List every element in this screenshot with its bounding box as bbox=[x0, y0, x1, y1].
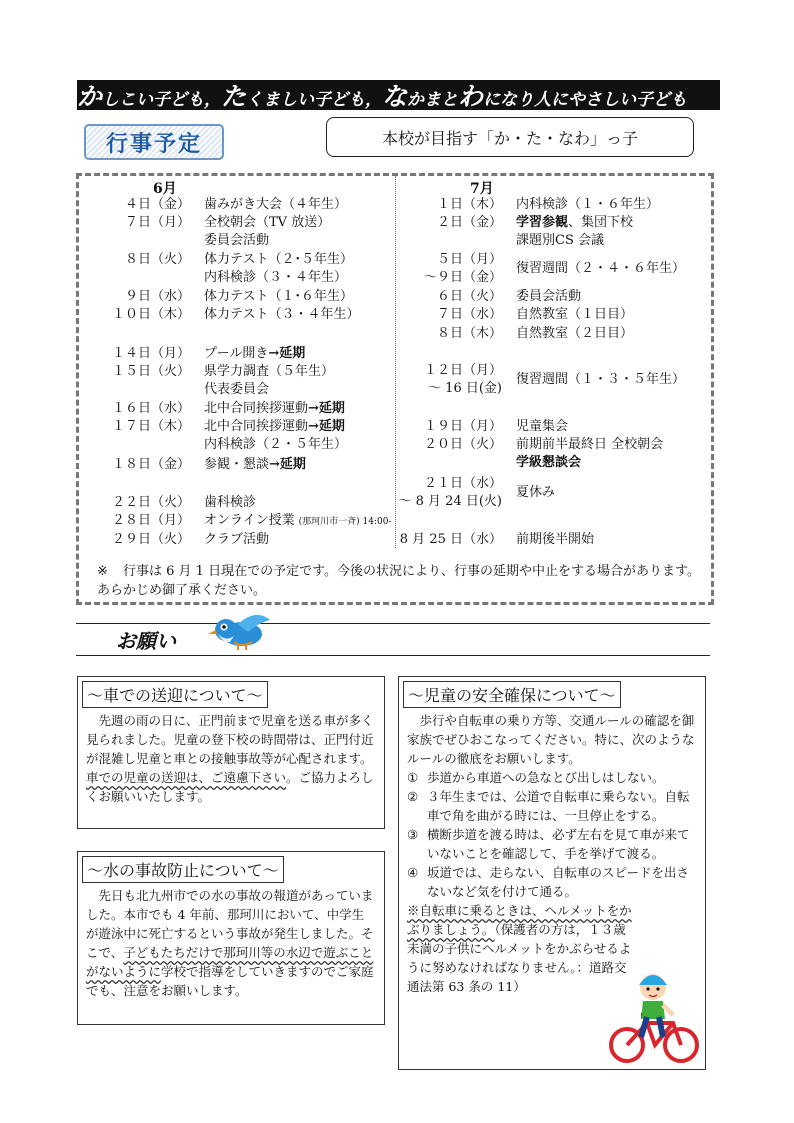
child-safety-title: ～児童の安全確保について～ bbox=[403, 681, 621, 708]
schedule-event: 北中合同挨拶運動→延期 bbox=[204, 419, 345, 434]
request-heading: お願い bbox=[116, 629, 176, 653]
safety-rule bbox=[407, 825, 697, 863]
schedule-event: 夏休み bbox=[516, 485, 556, 500]
schedule-event: 県学力調査（５年生） bbox=[204, 364, 335, 379]
rule-text: 坂道では、走らない、自転車のスピードを出さないなど気を付けて通る。 bbox=[427, 865, 690, 899]
schedule-row bbox=[396, 196, 659, 214]
schedule-event: 児童集会 bbox=[516, 419, 569, 434]
schedule-event: 前期前半最終日 全校朝会 bbox=[516, 437, 664, 452]
schedule-date: ２８日（月） bbox=[111, 513, 190, 528]
note-text: 行事は 6 月 1 日現在での予定です。今後の状況により、行事の延期や中止をする場合があります。あらかじめ御了承ください。 bbox=[97, 564, 700, 598]
schedule-event: 全校朝会（TV 放送） bbox=[204, 215, 331, 230]
schedule-date: ６日（火） bbox=[436, 289, 502, 304]
schedule-date: ４日（金） bbox=[124, 197, 190, 212]
schedule-event: 体力テスト（３・４年生） bbox=[204, 307, 360, 322]
water-body-text: 先日も北九州市での水の事故の報道があっていました。本市でも 4 年前、那珂川において、中学生が遊泳中に死亡するという事故が発生しました。そこで、 bbox=[86, 888, 374, 960]
schedule-row bbox=[84, 306, 359, 324]
postponed-label: →延期 bbox=[269, 457, 306, 472]
schedule-event: クラブ活動 bbox=[204, 532, 270, 547]
schedule-event: 復習週間（１・３・５年生） bbox=[516, 372, 686, 387]
schedule-date-end: ～ 8 月 24 日(火) bbox=[398, 494, 502, 509]
schedule-date-start: １２日（月） bbox=[423, 363, 502, 378]
safety-rule bbox=[407, 768, 697, 787]
banner-part-2: たくましい子ども， bbox=[221, 82, 383, 111]
june-heading: 6月 bbox=[153, 181, 177, 197]
schedule-row bbox=[396, 251, 685, 287]
schedule-date: ２０日（火） bbox=[423, 437, 502, 452]
schedule-date: ８日（木） bbox=[436, 326, 502, 341]
request-bottom-rule bbox=[76, 655, 710, 656]
schedule-date: ７日（水） bbox=[436, 307, 502, 322]
schedule-event: 自然教室（２日目） bbox=[516, 326, 634, 341]
rule-text: ３年生までは、公道で自転車に乗らない。自転車で角を曲がる時には、一旦停止をする。 bbox=[427, 789, 690, 823]
postponed-label: →延期 bbox=[268, 346, 306, 361]
schedule-row bbox=[84, 381, 269, 399]
child-safety-box bbox=[398, 676, 706, 1070]
schedule-row bbox=[84, 400, 345, 418]
schedule-event: 自然教室（１日目） bbox=[516, 307, 634, 322]
july-heading: 7月 bbox=[470, 181, 494, 197]
rule-text: 横断歩道を渡る時は、必ず左右を見て車が来ていないことを確認して、手を挙げて渡る。 bbox=[427, 827, 690, 861]
schedule-row bbox=[396, 475, 555, 511]
schedule-date-end: ～９日（金） bbox=[423, 270, 502, 285]
postponed-label: →延期 bbox=[308, 419, 345, 434]
banner-part-1: かしこい子ども， bbox=[77, 82, 222, 111]
schedule-date-start: ５日（月） bbox=[436, 252, 502, 267]
schedule-event: 内科検診（１・６年生） bbox=[516, 197, 660, 212]
schedule-event: 参観・懇談→延期 bbox=[204, 457, 306, 472]
schedule-date bbox=[396, 362, 516, 398]
water-body-emphasis: 子どもたちだけで那珂川等の水辺で遊ぶことがないように bbox=[86, 945, 374, 979]
helmet-reminder-emphasis: ※自転車に乗るときは、ヘルメットをかぶりましょう。 bbox=[407, 903, 632, 937]
kingfisher-bird-icon bbox=[208, 612, 274, 654]
rule-mark: ① bbox=[407, 770, 419, 785]
schedule-event: プール開き→延期 bbox=[204, 346, 306, 361]
transport-notice-title: ～車での送迎について～ bbox=[82, 681, 268, 708]
child-safety-content bbox=[407, 711, 697, 996]
transport-body-closing: 。ご協力よろしくお願いいたします。 bbox=[86, 770, 374, 804]
schedule-event: 体力テスト（２･５年生） bbox=[204, 252, 353, 267]
schedule-row bbox=[396, 288, 581, 306]
note-mark: ※ bbox=[97, 564, 108, 579]
schedule-date: ２日（金） bbox=[436, 215, 502, 230]
banner-part-3: なかまと bbox=[382, 82, 459, 111]
schedule-row bbox=[396, 232, 604, 250]
schedule-event-note: (那珂川市一斉) 14:00- bbox=[298, 517, 392, 527]
schedule-event: オンライン授業 (那珂川市一斉) 14:00- bbox=[204, 513, 392, 528]
schedule-event: 委員会活動 bbox=[516, 289, 582, 304]
transport-body-emphasis: 車での児童の送迎は、ご遠慮下さい bbox=[86, 770, 287, 785]
water-safety-title: ～水の事故防止について～ bbox=[82, 856, 284, 883]
schedule-row bbox=[396, 214, 633, 232]
helmet-reminder bbox=[407, 901, 635, 996]
schedule-date: ８日（火） bbox=[124, 252, 190, 267]
safety-rule bbox=[407, 863, 697, 901]
schedule-note bbox=[97, 562, 707, 600]
schedule-row bbox=[84, 418, 345, 436]
schedule-date: １日（木） bbox=[436, 197, 502, 212]
schedule-date bbox=[396, 251, 516, 287]
schedule-row bbox=[84, 196, 347, 214]
safety-rule bbox=[407, 787, 697, 825]
schedule-date: ９日（水） bbox=[124, 289, 190, 304]
schedule-row bbox=[84, 288, 353, 306]
schedule-event bbox=[516, 455, 581, 470]
schedule-event: 前期後半開始 bbox=[516, 532, 595, 547]
schedule-event: 歯みがき大会（４年生） bbox=[204, 197, 348, 212]
transport-notice-body bbox=[86, 711, 376, 806]
schedule-row bbox=[84, 345, 305, 363]
schedule-date: １８日（金） bbox=[111, 457, 190, 472]
schedule-row bbox=[84, 363, 334, 381]
schedule-event: 歯科検診 bbox=[204, 495, 257, 510]
schedule-row bbox=[84, 512, 392, 531]
schedule-row bbox=[396, 325, 633, 343]
safety-intro: 歩行や自転車の乗り方等、交通ルールの確認を御家族でぜひおこなってください。特に、次のようなルールの徹底をお願いします。 bbox=[407, 713, 695, 766]
school-motto-box: 本校が目指す「か・た・なわ」っ子 bbox=[326, 117, 694, 157]
schedule-row bbox=[84, 531, 269, 549]
schedule-row bbox=[396, 531, 594, 549]
schedule-row bbox=[396, 306, 633, 324]
transport-notice-box bbox=[77, 676, 385, 829]
rule-mark: ④ bbox=[407, 865, 419, 880]
schedule-row bbox=[84, 436, 347, 454]
schedule-event: 代表委員会 bbox=[204, 382, 270, 397]
water-safety-box bbox=[77, 851, 385, 1025]
schedule-event: 復習週間（２・４・６年生） bbox=[516, 261, 686, 276]
schedule-date: １９日（月） bbox=[423, 419, 502, 434]
schedule-date: １４日（月） bbox=[111, 346, 190, 361]
schedule-row bbox=[84, 456, 306, 474]
schedule-row bbox=[396, 362, 685, 398]
schedule-row bbox=[84, 494, 256, 512]
transport-body-text: 先週の雨の日に、正門前まで児童を送る車が多く見られました。児童の登下校の時間帯は、正門付近が混雑し児童と車との接触事故等が心配されます。 bbox=[86, 713, 374, 766]
rule-mark: ② bbox=[407, 789, 419, 804]
events-schedule-heading: 行事予定 bbox=[84, 124, 224, 160]
schedule-date: １５日（火） bbox=[111, 364, 190, 379]
schedule-row bbox=[84, 269, 347, 287]
schedule-date: 8 月 25 日（水） bbox=[399, 532, 502, 547]
schedule-event: 体力テスト（１･６年生） bbox=[204, 289, 353, 304]
postponed-label: →延期 bbox=[308, 401, 345, 416]
helmet-reminder-note: （保護者の方は，１３歳未満の子供にヘルメットをかぶらせるように努めなければなりません。：道路交通法第 63 条の 11） bbox=[407, 922, 632, 994]
child-on-bicycle-illustration bbox=[607, 967, 699, 1065]
schedule-event: 北中合同挨拶運動→延期 bbox=[204, 401, 345, 416]
banner-part-4: わになり人にやさしい子ども bbox=[458, 82, 688, 111]
water-body-closing: 学校で指導をしていきますのでご家庭でも、注意をお願いします。 bbox=[86, 964, 374, 998]
request-top-rule bbox=[76, 623, 710, 624]
schedule-event: 内科検診（３・４年生） bbox=[204, 270, 348, 285]
schedule-event: 学習参観、集団下校 bbox=[516, 215, 634, 230]
schedule-row bbox=[84, 214, 330, 232]
schedule-row bbox=[396, 454, 581, 472]
schedule-event: 課題別CS 会議 bbox=[516, 233, 604, 248]
schedule-date: ２２日（火） bbox=[111, 495, 190, 510]
schedule-row bbox=[396, 418, 568, 436]
school-motto-banner bbox=[77, 80, 720, 110]
schedule-row bbox=[84, 232, 269, 250]
schedule-date: ７日（月） bbox=[124, 215, 190, 230]
schedule-date-start: ２１日（水） bbox=[423, 476, 502, 491]
schedule-event: 内科検診（２・５年生） bbox=[204, 437, 348, 452]
water-safety-body bbox=[86, 886, 376, 1000]
schedule-row bbox=[84, 251, 353, 269]
rule-text: 歩道から車道への急なとび出しはしない。 bbox=[427, 770, 665, 785]
schedule-date: １６日（水） bbox=[111, 401, 190, 416]
schedule-date: ２９日（火） bbox=[111, 532, 190, 547]
schedule-event: 委員会活動 bbox=[204, 233, 270, 248]
rule-mark: ③ bbox=[407, 827, 419, 842]
schedule-row bbox=[396, 436, 663, 454]
schedule-event-bold: 学級懇談会 bbox=[516, 455, 582, 470]
schedule-date bbox=[396, 475, 516, 511]
schedule-event-bold: 学習参観 bbox=[516, 215, 569, 230]
schedule-date: １０日（木） bbox=[111, 307, 190, 322]
schedule-date-end: ～ 16 日(金) bbox=[428, 381, 502, 396]
schedule-date: １７日（木） bbox=[111, 419, 190, 434]
